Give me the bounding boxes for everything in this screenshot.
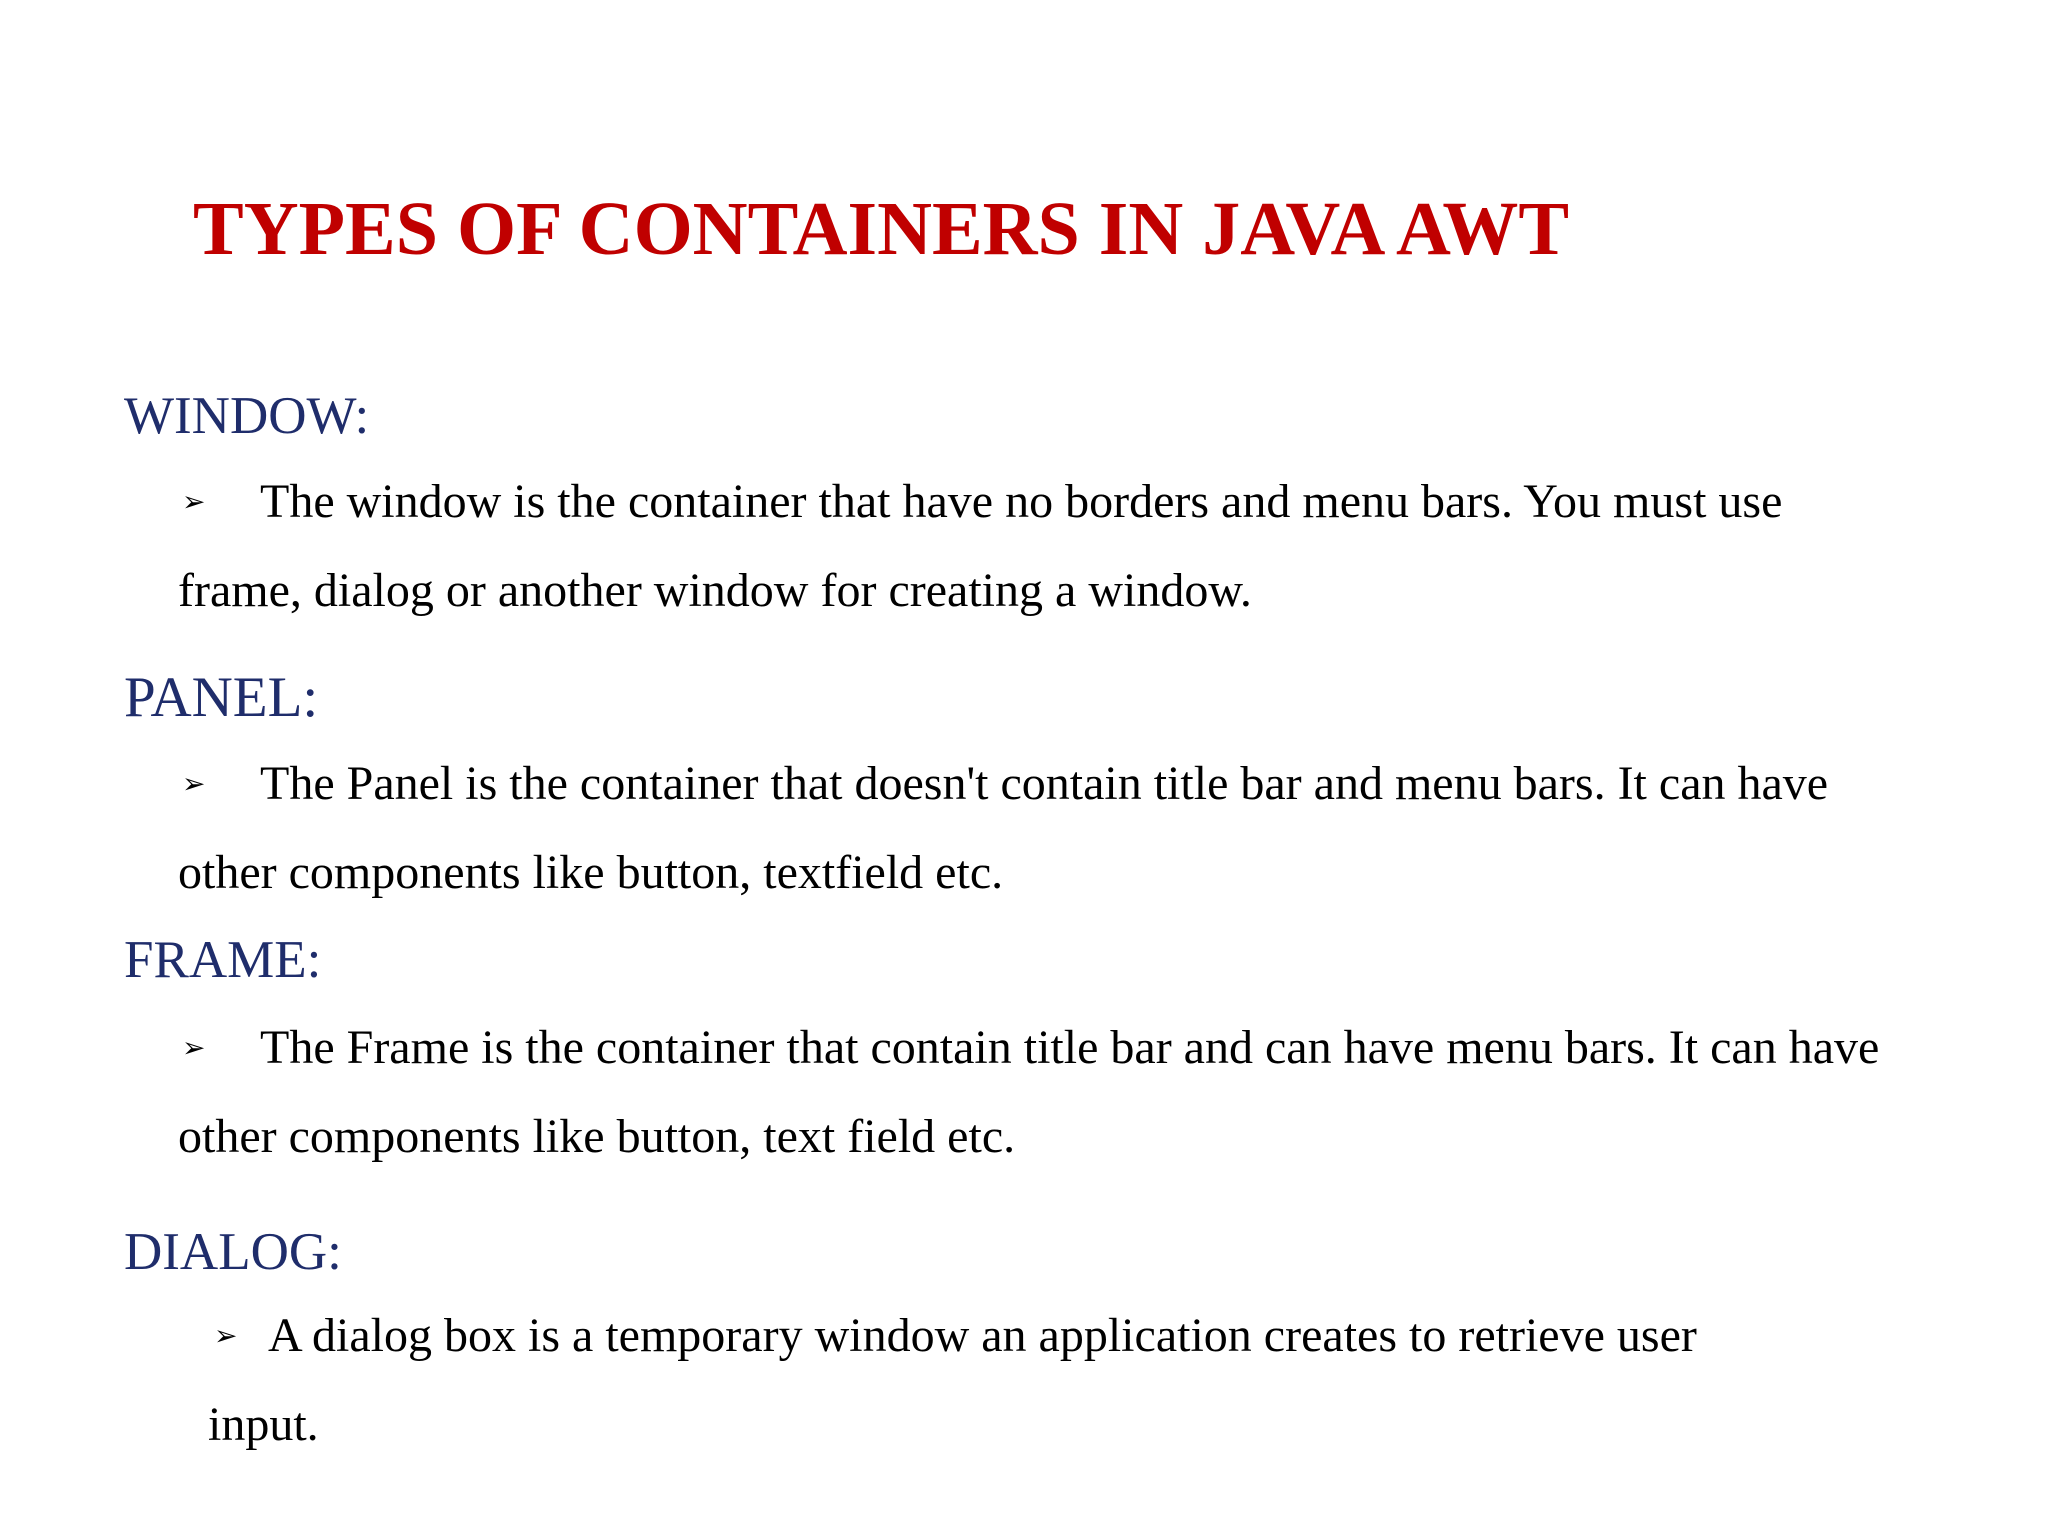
section-heading-panel: PANEL: [124, 666, 319, 729]
bullet-text: The Panel is the container that doesn't contain title bar and menu bars. It can have other components like button, textfield etc. [178, 757, 1829, 899]
arrow-bullet-icon: ➢ [182, 1033, 206, 1064]
bullet-item-frame [178, 1004, 1918, 1181]
slide-title: TYPES OF CONTAINERS IN JAVA AWT [193, 187, 1570, 271]
arrow-bullet-icon: ➢ [182, 487, 206, 518]
bullet-text: The window is the container that have no borders and menu bars. You must use frame, dialog or another window for creating a window. [178, 475, 1783, 617]
bullet-item-window [178, 458, 1918, 635]
bullet-item-dialog [208, 1292, 1768, 1469]
section-heading-dialog: DIALOG: [124, 1223, 342, 1281]
section-heading-window: WINDOW: [124, 387, 370, 445]
arrow-bullet-icon: ➢ [214, 1321, 238, 1352]
bullet-text: A dialog box is a temporary window an application creates to retrieve user input. [208, 1309, 1697, 1451]
section-heading-frame: FRAME: [124, 931, 322, 989]
arrow-bullet-icon: ➢ [182, 769, 206, 800]
bullet-text: The Frame is the container that contain title bar and can have menu bars. It can have other components like button, text field etc. [178, 1021, 1880, 1163]
bullet-item-panel [178, 740, 1918, 917]
